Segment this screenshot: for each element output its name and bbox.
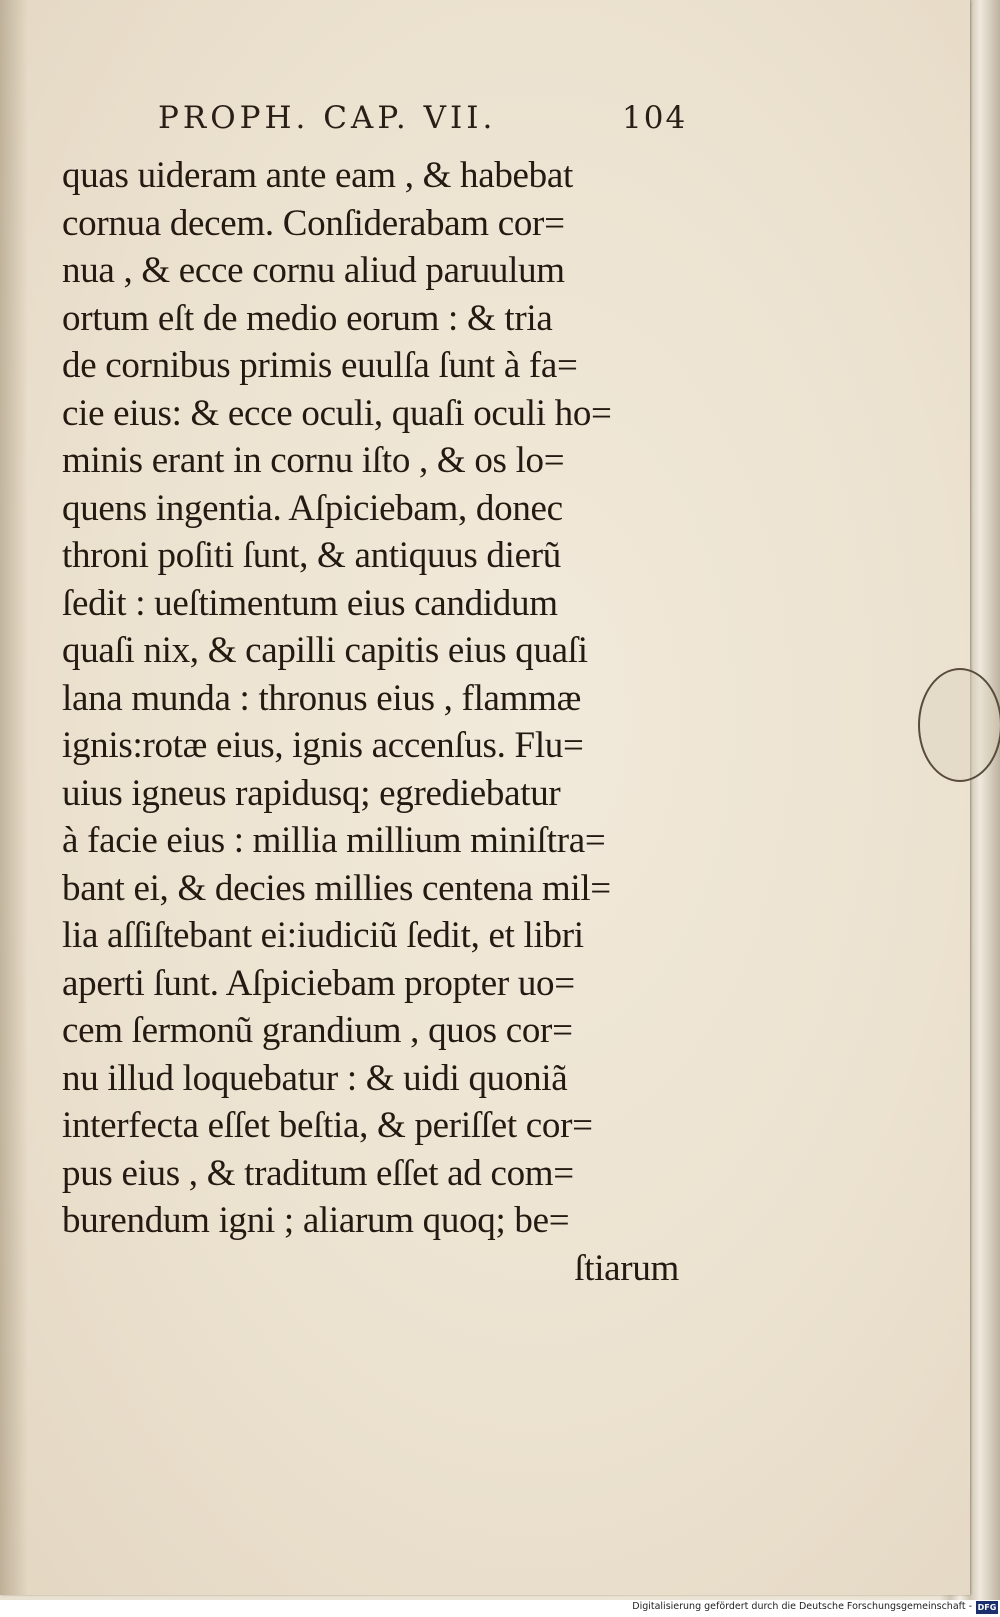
text-line: cie eius: & ecce oculi, quaſi oculi ho= (62, 392, 612, 434)
thumb-tab-notch (918, 668, 1000, 782)
page-header (62, 96, 702, 144)
running-head: PROPH. CAP. VII. (158, 100, 497, 136)
text-line: de cornibus primis euulſa ſunt à fa= (62, 345, 578, 386)
text-line: throni poſiti ſunt, & antiquus dierũ (62, 535, 561, 576)
dfg-logo: DFG (977, 1603, 997, 1612)
text-line: ſedit : ueſtimentum eius candidum (62, 582, 558, 624)
gutter-shadow (0, 0, 28, 1595)
text-line: lia aſſiſtebant ei:iudiciũ ſedit, et libri (62, 915, 584, 956)
text-line: bant ei, & decies millies centena mil= (62, 867, 611, 909)
text-line: ortum eſt de medio eorum : & tria (62, 297, 553, 339)
text-line: minis erant in cornu iſto , & os lo= (62, 440, 565, 481)
text-line: cem ſermonũ grandium , quos cor= (62, 1010, 573, 1051)
text-line: interfecta eſſet beſtia, & periſſet cor= (62, 1105, 593, 1146)
text-line: aperti ſunt. Aſpiciebam propter uo= (62, 962, 575, 1004)
text-line: quens ingentia. Aſpiciebam, donec (62, 487, 563, 529)
text-line: nu illud loquebatur : & uidi quoniã (62, 1057, 568, 1099)
text-line: à facie eius : millia millium miniſtra= (62, 820, 606, 861)
text-block (62, 152, 702, 1292)
catchword: ſtiarum (574, 1247, 679, 1289)
text-line: burendum igni ; aliarum quoq; be= (62, 1200, 570, 1241)
text-line: nua , & ecce cornu aliud paruulum (62, 250, 565, 291)
text-line: lana munda : thronus eius , flammæ (62, 677, 582, 719)
text-line: ignis:rotæ eius, ignis accenſus. Flu= (62, 725, 584, 766)
text-line: quas uideram ante eam , & habebat (62, 155, 573, 196)
page-number: 104 (622, 100, 688, 136)
text-line: quaſi nix, & capilli capitis eius quaſi (62, 630, 588, 671)
footer-bar (0, 1600, 1000, 1617)
text-line: uius igneus rapidusq; egrediebatur (62, 772, 561, 814)
funding-credit: Digitalisierung gefördert durch die Deutsche Forschungsgemeinschaft - (632, 1601, 972, 1612)
text-line: cornua decem. Conſiderabam cor= (62, 202, 565, 244)
catchword-row (62, 1245, 679, 1293)
text-line: pus eius , & traditum eſſet ad com= (62, 1152, 574, 1194)
